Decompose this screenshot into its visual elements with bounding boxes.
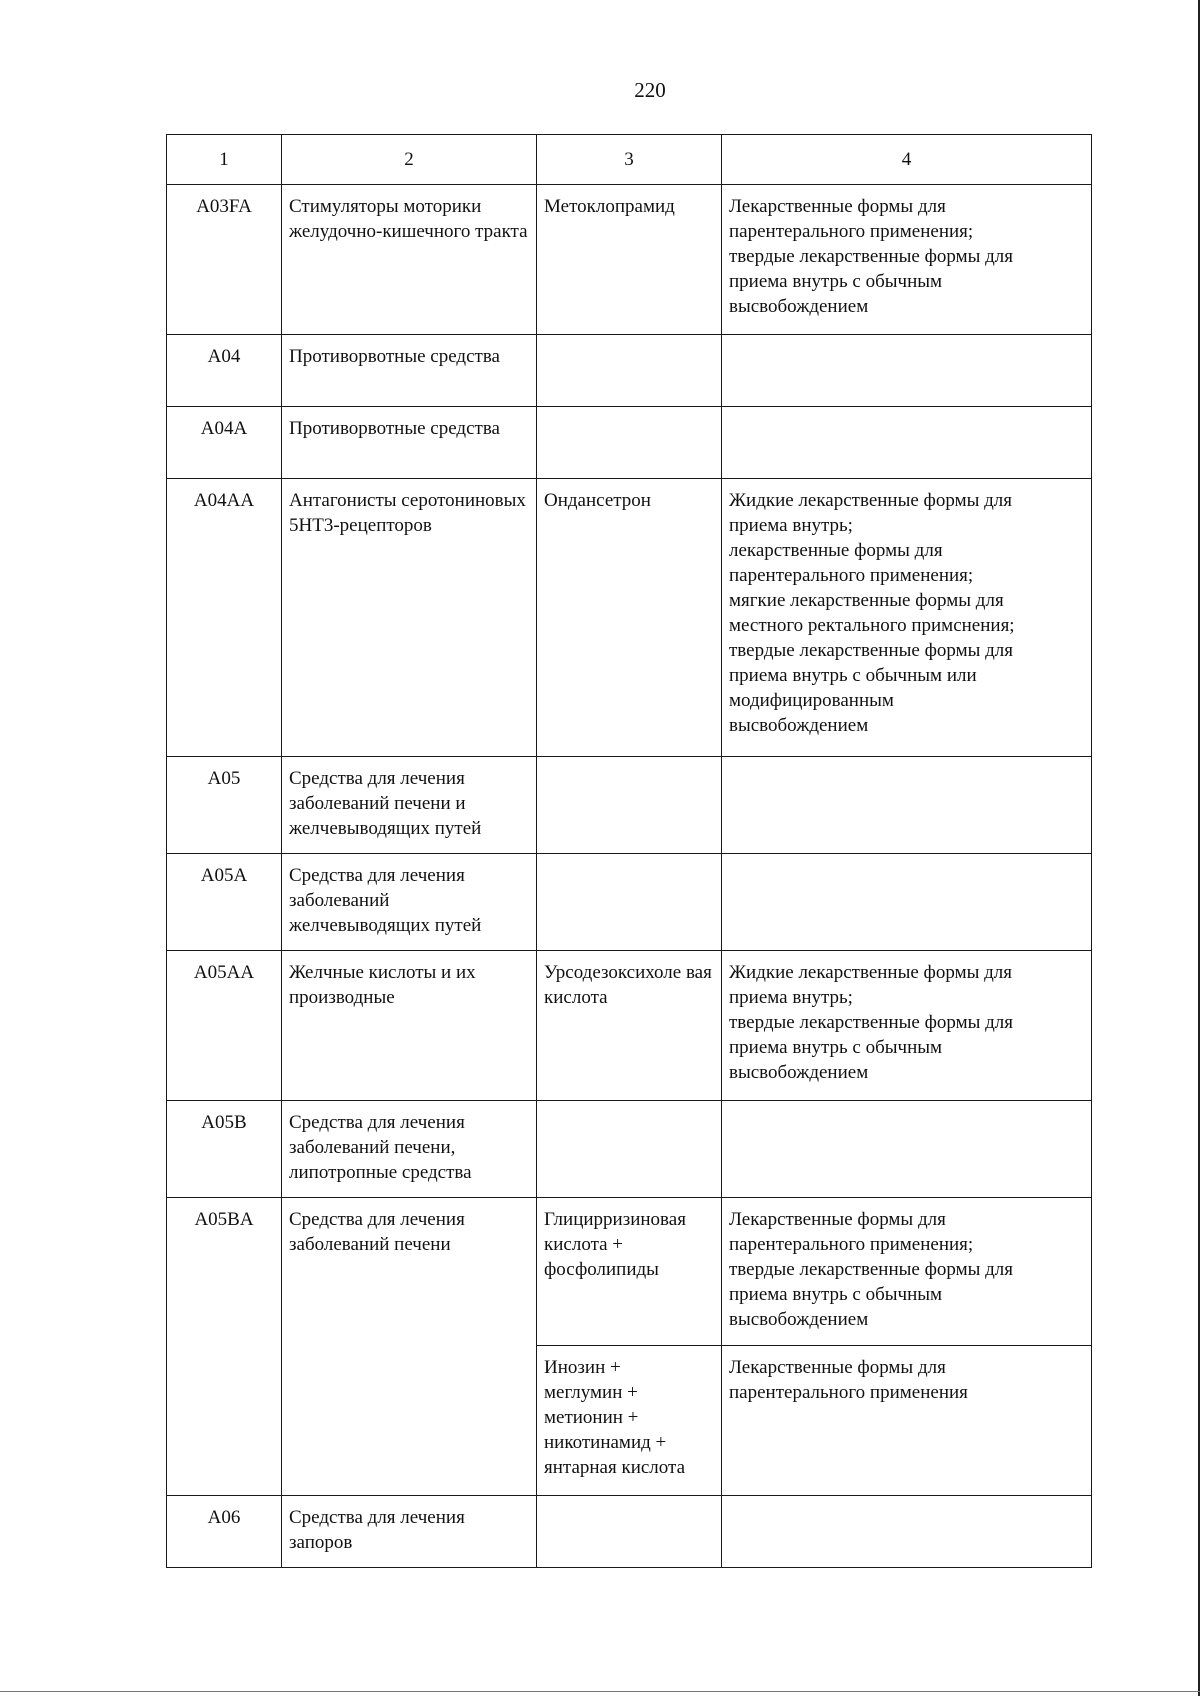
dosage-forms: Жидкие лекарственные формы для приема внутрь; твердые лекарственные формы для приема внутрь с обычным высвобождением <box>722 951 1092 1101</box>
group-name: Средства для лечения заболеваний желчевыводящих путей <box>282 854 537 951</box>
drug-name: Метоклопрамид <box>537 185 722 335</box>
table-row <box>167 1101 1092 1198</box>
page-number: 220 <box>634 78 666 102</box>
dosage-forms: Лекарственные формы для парентерального применения <box>722 1346 1092 1496</box>
column-header-2: 2 <box>282 135 537 185</box>
group-name: Антагонисты серотониновых 5НТ3-рецепторов <box>282 479 537 757</box>
drug-name <box>537 1101 722 1198</box>
group-name: Средства для лечения заболеваний печени <box>282 1198 537 1496</box>
atc-code: A05B <box>167 1101 282 1198</box>
atc-code: A04A <box>167 407 282 479</box>
group-name: Противорвотные средства <box>282 407 537 479</box>
group-name: Стимуляторы моторики желудочно-кишечного тракта <box>282 185 537 335</box>
drug-name: Глицирризиновая кислота + фосфолипиды <box>537 1198 722 1346</box>
atc-code: A05 <box>167 757 282 854</box>
table-row <box>167 335 1092 407</box>
drug-name <box>537 854 722 951</box>
atc-code: A05AA <box>167 951 282 1101</box>
group-name: Средства для лечения запоров <box>282 1496 537 1568</box>
atc-code: A04 <box>167 335 282 407</box>
group-name: Противорвотные средства <box>282 335 537 407</box>
drug-name <box>537 335 722 407</box>
group-name: Средства для лечения заболеваний печени и желчевыводящих путей <box>282 757 537 854</box>
table-row <box>167 1496 1092 1568</box>
column-header-3: 3 <box>537 135 722 185</box>
group-name: Средства для лечения заболеваний печени, липотропные средства <box>282 1101 537 1198</box>
table-header-row <box>167 135 1092 185</box>
table-row <box>167 951 1092 1101</box>
dosage-forms <box>722 335 1092 407</box>
atc-code: A05A <box>167 854 282 951</box>
table-row <box>167 854 1092 951</box>
table-row <box>167 479 1092 757</box>
table-row <box>167 407 1092 479</box>
scan-bottom-line <box>0 1691 1200 1692</box>
atc-code: A05BA <box>167 1198 282 1496</box>
dosage-forms <box>722 407 1092 479</box>
column-header-4: 4 <box>722 135 1092 185</box>
drug-name: Ондансетрон <box>537 479 722 757</box>
atc-code: A06 <box>167 1496 282 1568</box>
drug-name: Инозин + меглумин + метионин + никотинамид + янтарная кислота <box>537 1346 722 1496</box>
drug-name: Урсодезоксихоле вая кислота <box>537 951 722 1101</box>
column-header-1: 1 <box>167 135 282 185</box>
atc-code: A04AA <box>167 479 282 757</box>
table-row <box>167 757 1092 854</box>
drug-name <box>537 407 722 479</box>
table-row <box>167 1198 1092 1346</box>
dosage-forms <box>722 1101 1092 1198</box>
atc-code: A03FA <box>167 185 282 335</box>
medication-table <box>166 134 1092 1568</box>
drug-name <box>537 1496 722 1568</box>
drug-name <box>537 757 722 854</box>
dosage-forms: Лекарственные формы для парентерального применения; твердые лекарственные формы для приема внутрь с обычным высвобождением <box>722 185 1092 335</box>
table-row <box>167 185 1092 335</box>
group-name: Желчные кислоты и их производные <box>282 951 537 1101</box>
dosage-forms <box>722 1496 1092 1568</box>
dosage-forms <box>722 757 1092 854</box>
dosage-forms <box>722 854 1092 951</box>
dosage-forms: Лекарственные формы для парентерального применения; твердые лекарственные формы для приема внутрь с обычным высвобождением <box>722 1198 1092 1346</box>
dosage-forms: Жидкие лекарственные формы для приема внутрь; лекарственные формы для парентерального применения; мягкие лекарственные формы для местного ректального примснения; твердые лекарственные формы для приема внутрь с обычным или модифицированным высвобождением <box>722 479 1092 757</box>
